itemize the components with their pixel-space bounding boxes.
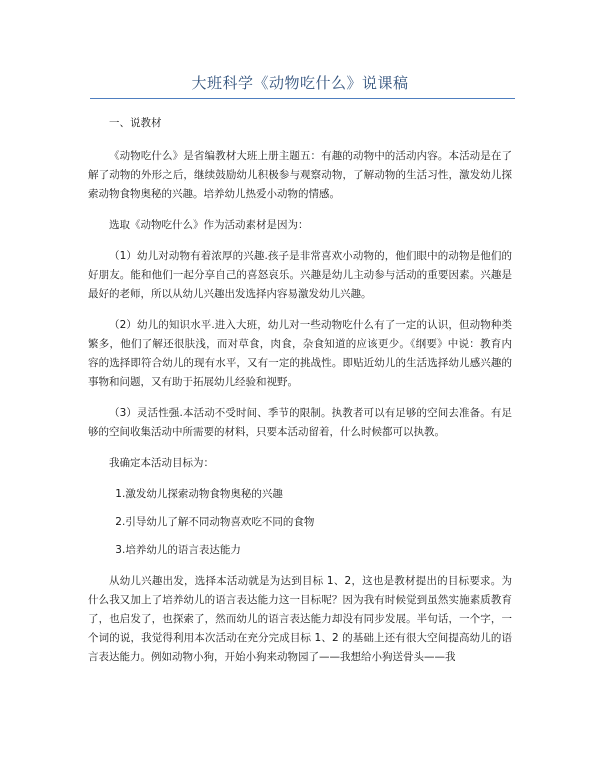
paragraph-reason-3: （3）灵活性强.本活动不受时间、季节的限制。执教者可以有足够的空间去准备。有足够的空间收集活动中所需要的材料，只要本活动留着，什么时候都可以执教。 [88, 407, 512, 438]
document-title: 大班科学《动物吃什么》说课稿 [191, 74, 409, 92]
goal-item-3: 3.培养幼儿的语言表达能力 [115, 544, 241, 556]
paragraph-intro: 《动物吃什么》是省编教材大班上册主题五：有趣的动物中的活动内容。本活动是在了解了动物的外形之后，继续鼓励幼儿积极参与观察动物，了解动物的生活习性，激发幼儿探索动物食物奥秘的兴趣。培养幼儿热爱小动物的情感。 [88, 150, 512, 200]
paragraph-reason-1: （1）幼儿对动物有着浓厚的兴趣.孩子是非常喜欢小动物的，他们眼中的动物是他们的好朋友。能和他们一起分享自己的喜怒哀乐。兴趣是幼儿主动参与活动的重要因素。兴趣是最好的老师，所以从幼儿兴趣出发选择内容易激发幼儿兴趣。 [88, 250, 512, 300]
section-heading: 一、说教材 [109, 117, 162, 129]
goal-item-1: 1.激发幼儿探索动物食物奥秘的兴趣 [115, 488, 283, 500]
paragraph-goals-lead: 我确定本活动目标为： [109, 457, 214, 469]
paragraph-reason-2: （2）幼儿的知识水平.进入大班，幼儿对一些动物吃什么有了一定的认识，但动物种类繁多，他们了解还很肤浅，而对草食，肉食，杂食知道的应该更少。《纲要》中说：教育内容的选择即符合幼儿的现有水平，又有一定的挑战性。即贴近幼儿的生活选择幼儿感兴趣的事物和问题，又有助于拓展幼儿经验和视野。 [88, 319, 512, 388]
paragraph-goals-explanation: 从幼儿兴趣出发，选择本活动就是为达到目标 1、2，这也是教材提出的目标要求。为什么我又加上了培养幼儿的语言表达能力这一目标呢？因为我有时候觉到虽然实施素质教育了，也启发了，也探索了，然而幼儿的语言表达能力却没有同步发展。半句话，一个字，一个词的说，我觉得利用本次活动在充分完成目标 1、2 的基础上还有很大空间提高幼儿的语言表达能力。例如动物小狗，开始小狗来动物园了——我想给小狗送骨头——我 [88, 575, 512, 663]
goal-item-2: 2.引导幼儿了解不同动物喜欢吃不同的食物 [115, 516, 315, 528]
title-underline [90, 98, 515, 99]
document-body [88, 114, 512, 667]
paragraph-reason-lead: 选取《动物吃什么》作为活动素材是因为： [109, 219, 309, 231]
